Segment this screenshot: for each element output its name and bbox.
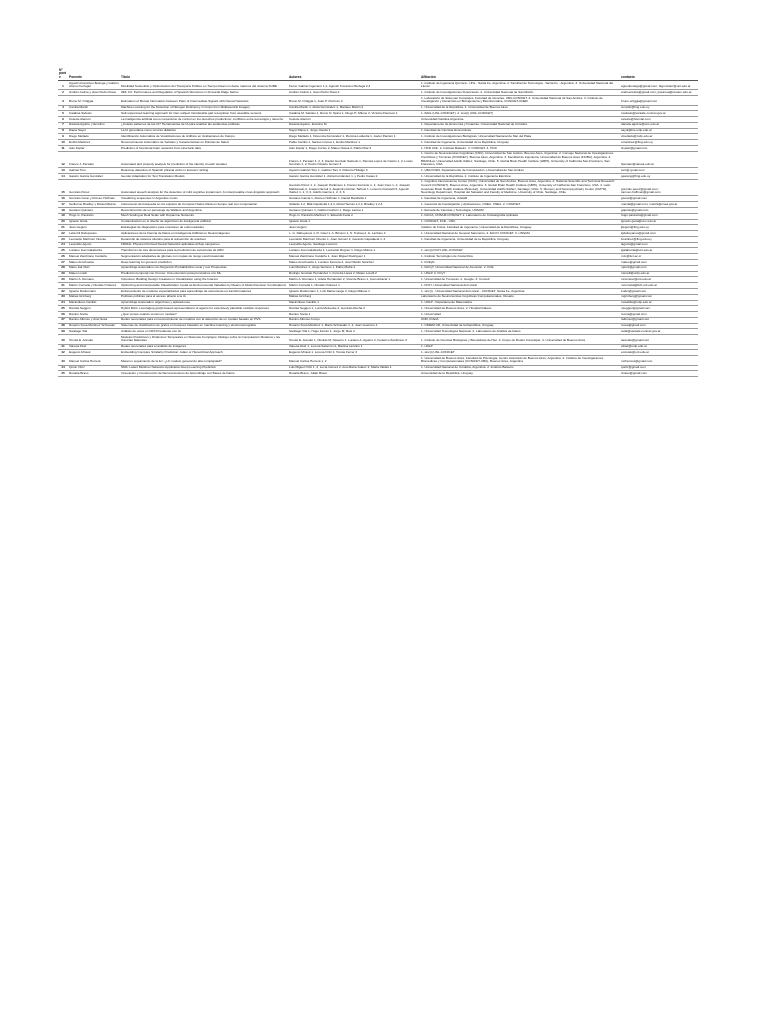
row-ponente: Bruno M. Ortiggia	[68, 96, 120, 105]
row-titulo: Innovación y Construcción de Reconocimiento de Aprendizaje con Bases de Datos	[120, 371, 288, 377]
row-number: 32	[58, 288, 68, 294]
row-titulo: Estrategias de diagnóstico para monitoreo de enfermedades	[120, 225, 288, 231]
row-number: 41	[58, 344, 68, 350]
row-afiliacion: 1. Universidad de Buenos Aires, Facultad de Psicología, Centro Avanzado de Buenos Aires, Argentina. 2. Instituto de Investigaciones Biomédicas y Computacionales (CONICET-UBA), Buenos Aires, Argentina	[420, 356, 620, 365]
row-number: 45	[58, 371, 68, 377]
row-autores: Pablo Carrillo 1, Santos Correa 1, Emilio Martínez 1	[288, 140, 420, 146]
row-titulo: Optimizing and Interpretable Classification model as Environmental Variables by Means of Model Decision Combinations	[121, 282, 287, 287]
row-ponente: Catalina Salvato	[68, 111, 120, 117]
row-ponente: Gonzalo Pérez	[68, 179, 120, 196]
row-titulo: Instrumento de búsqueda en los equipos de Compute Nodes Alicia en tiempo real con computación	[120, 202, 288, 208]
row-contacto: hugo.pastrello@gmail.com	[620, 213, 698, 219]
row-afiliacion: 1. Universidad de Buenos Aires. 2. Hospital Italiano	[420, 306, 620, 312]
header-contacto: contacto	[620, 68, 698, 80]
row-autores: Luciano Ivan Galaburda 1, Leonardo Rugner 1, Diego Milone 1	[288, 248, 420, 254]
row-autores: Camila Martín 1, Alicia Fernández 1, Mariano Martín 2	[288, 105, 420, 111]
table-row	[58, 335, 698, 344]
row-contacto: bruno.ortiggia@gmail.com	[620, 96, 698, 105]
row-titulo: Metal en seguimiento de la luz: ¿Un modelo general de alta complejidad?	[120, 356, 288, 365]
row-ponente: Gastón García González	[68, 174, 120, 180]
row-ponente: Diana Sayol	[68, 128, 120, 134]
row-titulo: Hybrid RAG: Leveraging graph-based representations of agents for extensively plausible multiple responses	[120, 306, 288, 312]
row-ponente: Agustín Francisco Bodega y Gabriel Alonso Ferragut	[69, 80, 119, 89]
row-contacto: qortiz@gmail.com	[620, 365, 698, 371]
row-number: 3	[58, 96, 68, 105]
row-ponente: Iván Zoplar	[68, 145, 120, 151]
row-autores: Ramiro Alfonso Arroyo	[288, 317, 420, 323]
row-titulo: Segmentación adaptativa de gliomas con mapas de riesgo cerebrovascular	[120, 254, 288, 260]
row-autores: Ramiro Sonia 1	[288, 312, 420, 318]
row-ponente: Manuel Carina Herrera	[68, 356, 120, 365]
row-afiliacion: 1. FACyT, Universidad Nacional de Asunción. 2. FCE	[420, 265, 620, 271]
table-row	[58, 356, 698, 365]
row-afiliacion: UNR, FCEIA	[420, 317, 620, 323]
row-ponente: Daniela Aguirre y Ercolino	[68, 122, 120, 128]
row-number: 14	[58, 174, 68, 180]
row-ponente: Mario Jair Ruiz	[68, 265, 120, 271]
row-ponente: Franco J. Persiani	[68, 151, 120, 168]
row-autores: Leopoldo Agorio, Santiago Lorenzo	[288, 242, 420, 248]
header-afiliacion: Afiliación	[420, 68, 620, 80]
row-contacto: andrescetina@gmail.com; juanrosa@unsam.edu.ar	[620, 90, 698, 96]
row-titulo: Entrenamiento de modelos especializados para aprendizaje de estructuras en transformadores	[120, 288, 288, 294]
row-contacto: lagorio@gmail.com	[620, 242, 698, 248]
row-ponente: Gabriel Toro	[68, 168, 120, 174]
row-autores: Leonardo Martínez Vicente 1, Juan Gómez 2, Gerardo Capadacia 1, 2	[288, 236, 420, 242]
row-autores: Sayol Diana 1, Jorge Osoda 1	[288, 128, 420, 134]
row-contacto: dmellado@mdp.edu.ar	[620, 134, 698, 140]
row-contacto: nseggon@gmail.com	[620, 306, 698, 312]
row-number: 34	[58, 300, 68, 306]
row-autores: Daniela Aguirre, Ercolino M.	[288, 122, 420, 128]
row-afiliacion: 1. Cognitive Neuroscience Center (CNC), Universidad de San Andrés, Buenos Aires, Argentina. 2. National Scientific and Technical Research Council (CONICET), Buenos Aires, Argentina. 3. Global Brain Health Institute (GBHI), University of California San Francisco, USA. 4. Latin American Brain Health Institute (BrainLat), Universidad Adolfo Ibáñez, Santiago, Chile. 5. Memory and Neuropsychiatry Center (CMYN), Neurology Department, Hospital del Salvador and Faculty of Medicine, University of Chile, Santiago, Chile	[420, 179, 620, 196]
row-autores: Tomás E. Arévalo 1, Nicolás M. Navarro 1, Luciano A. Aguirre 2, Federico Zambrano 3	[288, 335, 420, 344]
row-ponente: Rosalía Bravo	[68, 371, 120, 377]
row-afiliacion: 1. FICH, Universidad Nacional del Litoral	[420, 283, 620, 289]
row-autores: Luis Miguel Ortiz 1, 2, Lucía Gómez 2, Ana María Juárez 2, Marta Valdés 1	[288, 365, 420, 371]
row-autores: Gonzalo Pérez 1, 2, Joaquín Parkinson 1, Franco Ferrante 1, 2, Juan Caro 1, 2, Joaquín Maldonado 3, Joaquín Ercoli 4, Alejandro Dorian Tarbusi 1, Lorenzo Ducarelli 5, Agustín Ibañez 1, 2, 3, 6, Adolfo García 1, 2, 3, 6	[288, 179, 420, 196]
row-afiliacion: 1. Escuela de Ciencias y Tecnología, UNSAM	[420, 208, 620, 214]
row-number: 38	[58, 323, 68, 329]
row-number: 13	[58, 168, 68, 174]
row-titulo: ¿Qué vemos cuando vemos un modelo?	[120, 312, 288, 318]
row-number: 36	[58, 312, 68, 318]
row-ponente: Manuel Zambrano Cardeña	[68, 254, 120, 260]
row-number: 22	[58, 231, 68, 237]
row-number: 43	[58, 356, 68, 365]
row-titulo: Predicción temporal con Cronos: Una extensión para pronósticos con ML	[120, 271, 288, 277]
row-titulo: Redes neuronales para el análisis de imágenes	[120, 344, 288, 350]
row-number: 29	[58, 271, 68, 277]
row-contacto: csalvato@santafe-conicet.gov.ar	[620, 111, 698, 117]
row-autores: Ignacio Rudermann 1, Luis María Lange 2, Diego Millone 1	[288, 288, 420, 294]
row-autores: Bruno M. Ortiggia 1, Juan P. Pedrozo 2	[288, 96, 420, 105]
row-titulo: Embedding Compare Similarity Prediction: Adam or Hierarchical Approach	[120, 350, 288, 356]
row-ponente: Leopoldo Agorio	[68, 242, 120, 248]
row-ponente: Emilio Martínez	[68, 140, 120, 146]
row-number: 4	[58, 105, 68, 111]
row-titulo: ZEF 3.0: Performance and Regulation of Spanish Structures in Financial Wage Series	[120, 90, 288, 96]
row-afiliacion: 1. Universidad de Tucumán. 2. Google. 3. Consult	[420, 277, 620, 283]
row-contacto: sayol@fce.unlp.edu.ar	[620, 128, 698, 134]
row-autores: Ignacio Grela 1	[288, 219, 420, 225]
row-autores: Eugenio Mroiek 1, Lorena Ortiz 2, Tomás Ferrer 3	[288, 350, 420, 356]
row-afiliacion: 1. CONICET, FCE - UNC	[420, 219, 620, 225]
row-afiliacion: 1. FCEyN	[420, 260, 620, 266]
header-autores: Autores	[288, 68, 420, 80]
row-contacto: mromano@unt.edu.ar	[620, 277, 698, 283]
row-ponente: Matías Grinberg	[68, 294, 120, 300]
row-titulo: Movilidad Sostenible y Optimización del Transporte Público en Tiempo Real con datos masivos del sistema SUBE	[120, 80, 288, 89]
row-afiliacion: 1. HCD UNL. 2. Instituto Balseiro. 3. CONICET. 4. HCD	[420, 145, 620, 151]
row-autores: Hugo G. Pastrello Martínez 1, Eduardo Faria 2	[288, 213, 420, 219]
row-afiliacion: 1. IMAL (UNL-CONICET). 2. sinc(i) (UNL-CONICET)	[420, 111, 620, 117]
row-number: 18	[58, 208, 68, 214]
row-titulo: FRNNs: Physics-Informed Neural Networks aplicadas al flujo sanguíneo	[120, 242, 288, 248]
row-afiliacion: 1. Universidad Tecnológica Nacional. 2. Laboratorio de Análisis de Datos	[420, 329, 620, 335]
row-autores: Gastón García González 1, Alicia Fernández 1, y Pedro Casas 2	[288, 174, 420, 180]
row-contacto: rbravo@gmail.com	[620, 371, 698, 377]
row-ponente: Mateo Lorelli	[68, 271, 120, 277]
row-ponente: Martín Cornelia y Nicolás Ordonez	[68, 283, 120, 289]
row-afiliacion: 1. Departamento de Economía y Finanzas, Universidad Nacional de Córdoba	[420, 122, 620, 128]
row-ponente: Quinn Ortiz	[68, 365, 120, 371]
row-afiliacion: 1. Facultad de Ingeniería, Universidad de la República, Uruguay	[420, 236, 620, 242]
row-autores: Andrés Cetina 1, Juan Pedro Rosa 2	[288, 90, 420, 96]
row-ponente: Ignacio Grela	[68, 219, 120, 225]
row-ponente: Guillermo Bradley y Daniel Mazza	[68, 202, 120, 208]
row-autores: Gustavo Quintero 1, Gabriel Gurfein 1, Diego Larrea 1	[288, 208, 420, 214]
row-contacto: jlleguin@fing.edu.uy	[620, 225, 698, 231]
row-autores: Juan Lleguín	[288, 225, 420, 231]
row-ponente: Gustavo Quintero	[68, 208, 120, 214]
row-afiliacion: 1. Universidad Nacional de General Sarmiento. 2. ECCO CONICET. 3. UNSAM	[420, 231, 620, 237]
row-contacto: gonzalo.perez@gmail.com; carmen.hoffman@gmail.com	[620, 179, 698, 196]
row-titulo: Estimation of Mutual Information between Pairs of Intermediate Signals with Neural Networks	[120, 96, 288, 105]
row-number: 6	[58, 117, 68, 123]
row-number: 17	[58, 202, 68, 208]
row-titulo: La inteligencia artificial como mecanismo de control en los derechos productivos: conflictos entre tecnología y derecho	[120, 117, 288, 123]
row-afiliacion: 1. Facultad de Ingeniería, Universidad de la República, Uruguay	[420, 140, 620, 146]
row-number: 25	[58, 248, 68, 254]
row-titulo: Aprendizaje Automático con Regresión Probabilística Local y sus Propuestas	[120, 265, 288, 271]
row-titulo: Aprendizaje Automático: Algoritmos y aplicaciones	[120, 300, 288, 306]
row-contacto: mateo@gmail.com	[620, 260, 698, 266]
row-afiliacion: 1. UNLP - Departamento Matemática	[420, 300, 620, 306]
row-contacto: mcastillo@unlp.edu.ar	[620, 300, 698, 306]
row-number: 5	[58, 111, 68, 117]
row-number: 30	[58, 277, 68, 283]
row-number: 11	[58, 145, 68, 151]
row-contacto: emartinez@fing.edu.uy	[620, 140, 698, 146]
row-autores: Martín A. Romano 1, Adela Hernández 2, Vicente Bravo 1, Juan Alcazar 1	[288, 277, 420, 283]
row-titulo: Redes neuronales para el reconocimiento de modelos con la detección de un modelo basado en HVS	[120, 317, 288, 323]
row-number: 20	[58, 219, 68, 225]
row-ponente: Ignacio Rudermann	[68, 288, 120, 294]
row-autores: Franco J. Persiani 1, 2, 3, Daniel Gonzalo Salcedo 1, Pamela Lopez de Castro 1, 2, Lucas Gonzalo 1, 2, Pedro Octavio Gomez 3	[288, 151, 420, 168]
row-ponente: Luciano Ivan Galaburda	[68, 248, 120, 254]
row-autores: Santiago Vila 1, Hugo Ferrari 1, Jorge M. Reis 2	[288, 329, 420, 335]
row-ponente: Celeste Alarcón	[68, 117, 120, 123]
row-autores: Matías Grinberg	[288, 294, 420, 300]
header-row	[58, 68, 698, 80]
row-titulo: Real-time detection of Spanish phrasal verbs in learners' writing	[120, 168, 288, 174]
row-titulo: Sistemas de clasificación de grafos en bosques basados en machine learning y electroneurografía	[120, 323, 288, 329]
row-contacto: mgrinberg@gmail.com	[620, 294, 698, 300]
row-afiliacion: 1. Instituto de Ciencias Biológicas y Biomédicas del Sur. 2. Grupo de Redes Complejas. 3. Universidad de Buenos Aires	[420, 335, 620, 344]
row-afiliacion: 1. Instituto de Investigaciones Financieras. 2. Universidad Nacional de San Martín	[420, 90, 620, 96]
row-autores: Martín Cornelia 1, Nicolás Ordonez 1	[288, 283, 420, 289]
row-titulo: Prediction of functional brain networks from structural data	[120, 145, 288, 151]
row-contacto: lgalaburda@unl.edu.ar	[620, 248, 698, 254]
row-number: 42	[58, 350, 68, 356]
header-ponente: Ponente	[68, 68, 120, 80]
row-afiliacion: 1. Gerencia de Investigación y Aplicaciones, CNEA, CNEA. 2. CONICET	[420, 202, 620, 208]
row-contacto: toro@ gmail.com	[620, 168, 698, 174]
row-titulo: Machine Learning for the Detection of Nitrogen Deficiency in Crops from Multispectral Imagery	[120, 105, 288, 111]
row-ponente: Nicolás Seggon	[68, 306, 120, 312]
table-row	[58, 151, 698, 168]
row-contacto: mcherrera@gmail.com	[620, 356, 698, 365]
row-titulo: Análisis de votos en NFS Presidente con IA	[120, 329, 288, 335]
row-autores: Manuel Carina Herrera 1, 2	[288, 356, 420, 365]
row-contacto: fpersiani@udesa.edu.ar	[620, 151, 698, 168]
row-titulo: Deep learning for genomic prediction	[120, 260, 288, 266]
row-contacto: emroiek@unl.edu.ar	[620, 350, 698, 356]
row-contacto: mazda@gmail.com; mazza@cnea.gov.ar	[620, 202, 698, 208]
row-contacto: gastong@fing.edu.uy	[620, 174, 698, 180]
header-num: N° ponte	[59, 68, 67, 79]
row-autores: Diego Mellado 1, Florencia Fernández 1, Romina Ludueña 1, Javier Pacioni 1	[288, 134, 420, 140]
row-number: 40	[58, 335, 68, 344]
row-contacto: mjruiz@gmail.com	[620, 265, 698, 271]
row-number: 9	[58, 134, 68, 140]
row-autores: Mateo Anschuetta 1, Luciano Ferreira 2, Juan Martin Sanchez	[288, 260, 420, 266]
row-number: 39	[58, 329, 68, 335]
row-ponente: Gonzalo Cerar y Romeo Hoffman	[68, 196, 120, 202]
row-ponente: Leila Gil Dabuyanos	[68, 231, 120, 237]
row-afiliacion: 1. UNLP	[420, 344, 620, 350]
row-number: 26	[58, 254, 68, 260]
row-contacto: daniela.aguirre@unc.edu.ar	[620, 122, 698, 128]
row-ponente: Mateo Anschuetta	[68, 260, 120, 266]
row-ponente: Hugo G. Pastrello	[68, 213, 120, 219]
row-number: 8	[58, 128, 68, 134]
row-ponente: Rosario Sosa Martínez Schneider	[68, 323, 120, 329]
row-afiliacion: 1. Laboratorio de Sistemas Complejos, Facultad de Ciencias, UBA-CONICET. 2. Universidad Nacional de San Andrés. 3. Instituto de Investigación y Desarrollo en Bioingeniería y Bioinformática, CONICET-UNER	[420, 96, 620, 105]
row-afiliacion: 1. Universidad Nacional de Córdoba, Argentina. 2. Instituto Balseiro	[420, 365, 620, 371]
row-titulo: Automated speech analysis for the detection of mild cognitive impairment: An interpretable cross-linguistic approach	[120, 179, 288, 196]
table-row	[58, 371, 698, 377]
row-titulo: Automated and properly analysis for prediction of the identity of each speaker	[120, 151, 288, 168]
row-afiliacion: 1. UNLP. 2. FCyT	[420, 271, 620, 277]
row-number: 31	[58, 283, 68, 289]
row-number: 24	[58, 242, 68, 248]
row-autores: Ferrer Gabriel Ingeniero 1,2, Agustín Francisco Bodega 2,3	[288, 80, 420, 89]
row-afiliacion: 1. sinc(i) FICH-UNL-CONICET	[420, 248, 620, 254]
row-afiliacion: 1. sinc(i) UNL-CONICET	[420, 350, 620, 356]
row-titulo: Visualizing sequences in Argentine music	[120, 196, 288, 202]
row-contacto: agusnbodega@gmail.com; fagonzalez@unl.edu.ar	[620, 80, 698, 89]
row-number: 33	[58, 294, 68, 300]
row-ponente: Juan Lleguín	[68, 225, 120, 231]
row-ponente: Leonardo Martínez Vicente	[68, 236, 120, 242]
row-titulo: ¿Cuánto sabemos de las IA? Herramientas de IA para analizar las audiencias públicas	[120, 122, 288, 128]
row-titulo: Reconstrucción de un personaje de Walkers and Argentina	[120, 208, 288, 214]
row-ponente: Camila Martín	[68, 105, 120, 111]
row-afiliacion: 1. Instituto de Investigaciones Biológicas, Universidad Nacional de Mar del Plata	[420, 134, 620, 140]
table-row	[58, 179, 698, 196]
row-contacto: iruder@gmail.com	[620, 288, 698, 294]
row-autores: Iván Zoplar 1, Diego Cortes 2, Mateo Nossa 2, Pablo Pilar 3	[288, 145, 420, 151]
row-number: 21	[58, 225, 68, 231]
row-afiliacion: Instituto de Física, Facultad de Ingeniería, Universidad de la República, Uruguay	[420, 225, 620, 231]
row-autores: Nicolás Seggon 1, Lucía Meinecke 2, Gonzalo Rocha 3	[288, 306, 420, 312]
row-number: 2	[58, 90, 68, 96]
row-contacto: rsosa@gmail.com	[620, 323, 698, 329]
row-ponente: Eugenio Mroiek	[68, 350, 120, 356]
row-titulo: Victorious: Building Design Creatives in Visualization using the Interest	[120, 277, 288, 283]
row-autores: Luis Martínez 1, Jorge Serrano 1, Pablo Mafra 2	[288, 265, 420, 271]
row-ponente: Santiago Vila	[68, 329, 120, 335]
row-afiliacion: 1. sinc(i) - Universidad Nacional del Litoral - CONICET, Santa Fe, Argentina	[420, 288, 620, 294]
row-number: 1	[58, 80, 68, 89]
row-contacto: lgdabuyanos@gmail.com	[620, 231, 698, 237]
header-titulo: Título	[120, 68, 288, 80]
row-contacto: mlorelli@unlp.edu.ar	[620, 271, 698, 277]
row-ponente: Maximiliano Castillo	[68, 300, 120, 306]
row-ponente: Ramiro Alfonso y Ariel Sosa	[68, 317, 120, 323]
presentations-table	[58, 68, 698, 377]
row-contacto: gquinte@gmail.com	[620, 208, 698, 214]
row-afiliacion: 1. Centro de Neurociencias Cognitivas (CNC), Universidad de San Andrés, Buenos Aires, Argentina. 2. Consejo Nacional de Investigaciones Científicas y Técnicas (CONICET), Buenos Aires, Argentina. 3. Facultad de Ingeniería, Universidad de Buenos Aires (FIUBA), Argentina. 4. BRAINLat, Universidad Adolfo Ibáñez, Santiago, Chile. 5. Global Brain Health Institute (GBHI), University of California San Francisco, San Francisco, USA	[420, 151, 620, 168]
row-afiliacion: Universidad Católica Argentina	[420, 117, 620, 123]
row-autores: Agustín Gabriel Toro 1, Gabriel Toro 2, Roberto Hidalgo 3	[288, 168, 420, 174]
row-afiliacion: 1. CIMEM UR, Universidad de la República, Uruguay	[420, 323, 620, 329]
row-contacto: ignacio.grela@unc.edu.ar	[620, 219, 698, 225]
row-afiliacion: 1. UBA FCEN, Departamento de Computación, Universidad de San Andrés	[420, 168, 620, 174]
row-autores: Gitlarde 1,2, Mila Capdevila 1,2,3, Alicia Hernán 1,2,3, Bradley 1,2,3	[288, 202, 420, 208]
row-contacto: celeste@hotmail.com	[620, 117, 698, 123]
row-titulo: Aplicaciones de la Ciencia de Datos en Inteligencia Artificial en Neuroimágenes	[120, 231, 288, 237]
row-autores: Manuel Zambrano Cardeña 1, Juan Miguel Rodríguez 1	[288, 254, 420, 260]
table-row	[58, 96, 698, 105]
row-afiliacion: 1. Facultad de Ingeniería, UdelaR	[420, 196, 620, 202]
row-contacto: mzc@itcr.ac.cr	[620, 254, 698, 260]
row-titulo: Políticas públicas para el acceso abierto a la IA	[120, 294, 288, 300]
row-ponente: Tomás E. Arévalo	[68, 335, 120, 344]
row-afiliacion: 1. Universidad de la República. 2. Universidad de Buenos Aires	[420, 105, 620, 111]
row-afiliacion: Laboratorio de Neurociencias Cognitivas Computacionales, Rosario	[420, 294, 620, 300]
row-number: 10	[58, 140, 68, 146]
row-number: 28	[58, 265, 68, 271]
row-ponente: Ramiro Sonia	[68, 312, 120, 318]
row-titulo: Self-supervised learning approach for inter-subject transferable gait recognition from wearable sensors	[120, 111, 288, 117]
row-titulo: Mesh Scaling at Real Scale with Dopamine Networks	[120, 213, 288, 219]
row-ponente: Vanesa Díaz	[68, 344, 120, 350]
row-contacto: tarevalo@gmail.com	[620, 335, 698, 344]
row-afiliacion: Universidad de la República, Uruguay	[420, 371, 620, 377]
row-contacto: rsonia@gmail.com	[620, 312, 698, 318]
row-autores: Vanesa Díaz 1, Lorena Salomón 2, Martina Lazzaro 1	[288, 344, 420, 350]
row-titulo: Transformer de tres dimensiones para la predicción de estructuras de ARN	[120, 248, 288, 254]
row-autores: Rodrigo Gonzalo Hernández 1, Ferreira Laura 2, Mateo Lorelli 2	[288, 271, 420, 277]
row-afiliacion: 1. Universidad de la República. 2. Instituto de Ingeniería Eléctrica	[420, 174, 620, 180]
row-number: 15	[58, 179, 68, 196]
row-autores: L. G. Dabuyanos 1, R. Gisel 1, A. Brisson 1, S. Trebaq 2, G. Lazzaro 2	[288, 231, 420, 237]
row-contacto: svila@santafe-conicet.gov.ar	[620, 329, 698, 335]
row-number: 23	[58, 236, 68, 242]
row-number: 44	[58, 365, 68, 371]
row-number: 7	[58, 122, 68, 128]
row-number: 19	[58, 213, 68, 219]
row-ponente: Andrés Cetina y Juan Pedro Rosa	[68, 90, 120, 96]
row-number: 12	[58, 151, 68, 168]
row-contacto: vdiaz@unlp.edu.ar	[620, 344, 698, 350]
row-number: 27	[58, 260, 68, 266]
row-ponente: Diego Mellado	[68, 134, 120, 140]
row-number: 16	[58, 196, 68, 202]
row-titulo: Reconocimiento Automático de Señales y Características en Polícias de Salud	[120, 140, 288, 146]
row-titulo: Gender Adaptation for Text Translation Models	[120, 174, 288, 180]
table-row	[58, 80, 698, 89]
row-titulo: Contaminación en el diseño de algoritmos de inteligencia artificial	[120, 219, 288, 225]
row-afiliacion: 1. Instituto de Ingeniería Química - UNL - Santa Fe, Argentina. 2. Facultad de Tecnología - Santa Fe - Argentina. 3. Universidad Nacional del Litoral	[420, 80, 620, 89]
row-afiliacion: 1. Facultad de Ciencias Económicas	[420, 128, 620, 134]
row-autores: Gustavo Carcia 1, Romeo Hoffman 1, Daniel Bandiella 1	[288, 196, 420, 202]
row-contacto: ralfonso@gmail.com	[620, 317, 698, 323]
row-autores: Rosario Sosa Martínez 1, Mario Schneider 1, 2, Juan Guerrero 1	[288, 323, 420, 329]
row-afiliacion: 1. Universidad	[420, 312, 620, 318]
row-titulo: Desarrollo de sistema robótico para la reinserción de residuos	[120, 236, 288, 242]
row-contacto: gcerar@gmail.com	[620, 196, 698, 202]
row-titulo: La IA generativa como recurso didáctico	[120, 128, 288, 134]
row-autores: Maximiliano Castillo 1	[288, 300, 420, 306]
row-number: 37	[58, 317, 68, 323]
row-autores: Celeste Alarcón	[288, 117, 420, 123]
row-titulo: SMA: Latent Multimer Networks Application Deep Learning Prediction	[120, 365, 288, 371]
row-autores: Rosalía Bravo, Julián Bravo	[288, 371, 420, 377]
row-contacto: cmartin@fing.edu.uy	[620, 105, 698, 111]
row-contacto: lmartinez@fing.edu.uy	[620, 236, 698, 242]
row-afiliacion: 1. Instituto Tecnológico de Costa Rica	[420, 254, 620, 260]
row-titulo: Identificación Automática de Vocalizaciones de Anfibios en Grabaciones de Campo	[120, 134, 288, 140]
row-afiliacion: 1. FACIA, UNSAM-CONICET; 2. Laboratorio de Cristalografía Aplicada	[420, 213, 620, 219]
row-autores: Catalina M. Salvato 1, Rocío N. Spina 1, Diego H. Milone 2, Victoria Peterson 1	[288, 111, 420, 117]
row-number: 35	[58, 306, 68, 312]
row-ponente: Martín A. Romano	[68, 277, 120, 283]
row-titulo: Modelos Predictivos y Dinámicos Temporales en Sistemas Complejos: Diálogo sobre la Computación Moderna y las Ciencias Naturales	[120, 335, 288, 344]
row-contacto: mcornelia@fich.unl.edu.ar	[620, 283, 698, 289]
row-contacto: izoplar@gmail.com	[620, 145, 698, 151]
